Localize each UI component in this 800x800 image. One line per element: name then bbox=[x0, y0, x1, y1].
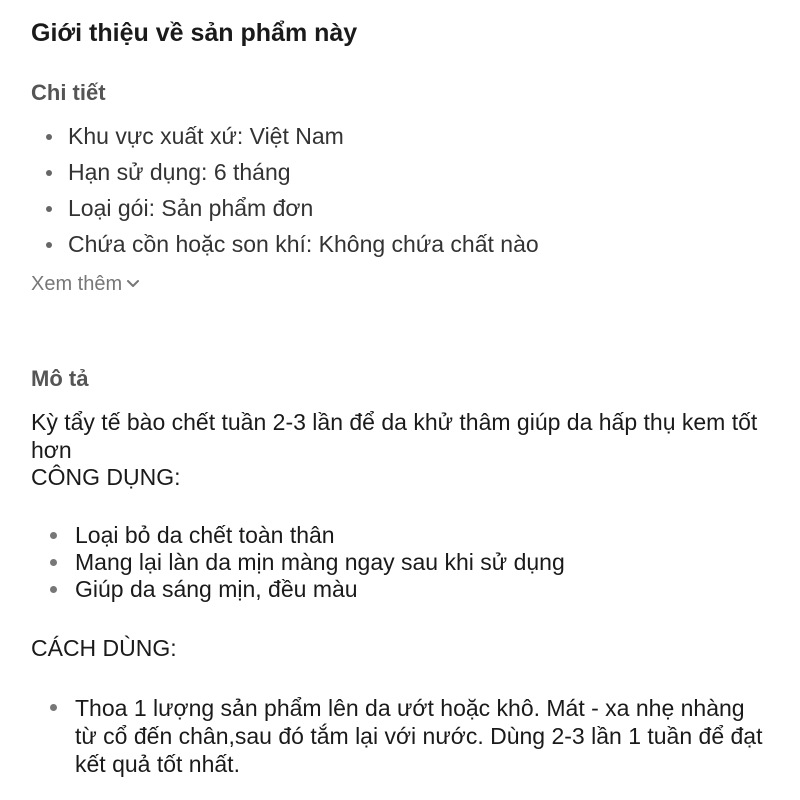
details-list bbox=[31, 118, 539, 262]
benefits-list bbox=[31, 522, 771, 603]
list-item: Khu vực xuất xứ: Việt Nam bbox=[31, 118, 539, 154]
list-item: Chứa cồn hoặc son khí: Không chứa chất nào bbox=[31, 226, 539, 262]
list-item: Giúp da sáng mịn, đều màu bbox=[31, 576, 771, 603]
details-heading: Chi tiết bbox=[31, 80, 106, 105]
usage-heading: CÁCH DÙNG: bbox=[31, 635, 177, 661]
see-more-button[interactable] bbox=[31, 270, 140, 298]
chevron-down-icon bbox=[126, 279, 140, 289]
usage-list bbox=[31, 694, 766, 778]
list-item: Thoa 1 lượng sản phẩm lên da ướt hoặc khô. Mát - xa nhẹ nhàng từ cổ đến chân,sau đó tắm lại với nước. Dùng 2-3 lần 1 tuần để đạt kết quả tốt nhất. bbox=[31, 694, 766, 778]
description-intro: Kỳ tẩy tế bào chết tuần 2-3 lần để da khử thâm giúp da hấp thụ kem tốt hơn bbox=[31, 409, 758, 463]
list-item: Loại gói: Sản phẩm đơn bbox=[31, 190, 539, 226]
list-item: Mang lại làn da mịn màng ngay sau khi sử dụng bbox=[31, 549, 771, 576]
list-item: Hạn sử dụng: 6 tháng bbox=[31, 154, 539, 190]
description-heading: Mô tả bbox=[31, 366, 89, 391]
page-title: Giới thiệu về sản phẩm này bbox=[31, 19, 358, 47]
see-more-label: Xem thêm bbox=[31, 273, 123, 295]
benefits-heading: CÔNG DỤNG: bbox=[31, 464, 181, 490]
list-item: Loại bỏ da chết toàn thân bbox=[31, 522, 771, 549]
